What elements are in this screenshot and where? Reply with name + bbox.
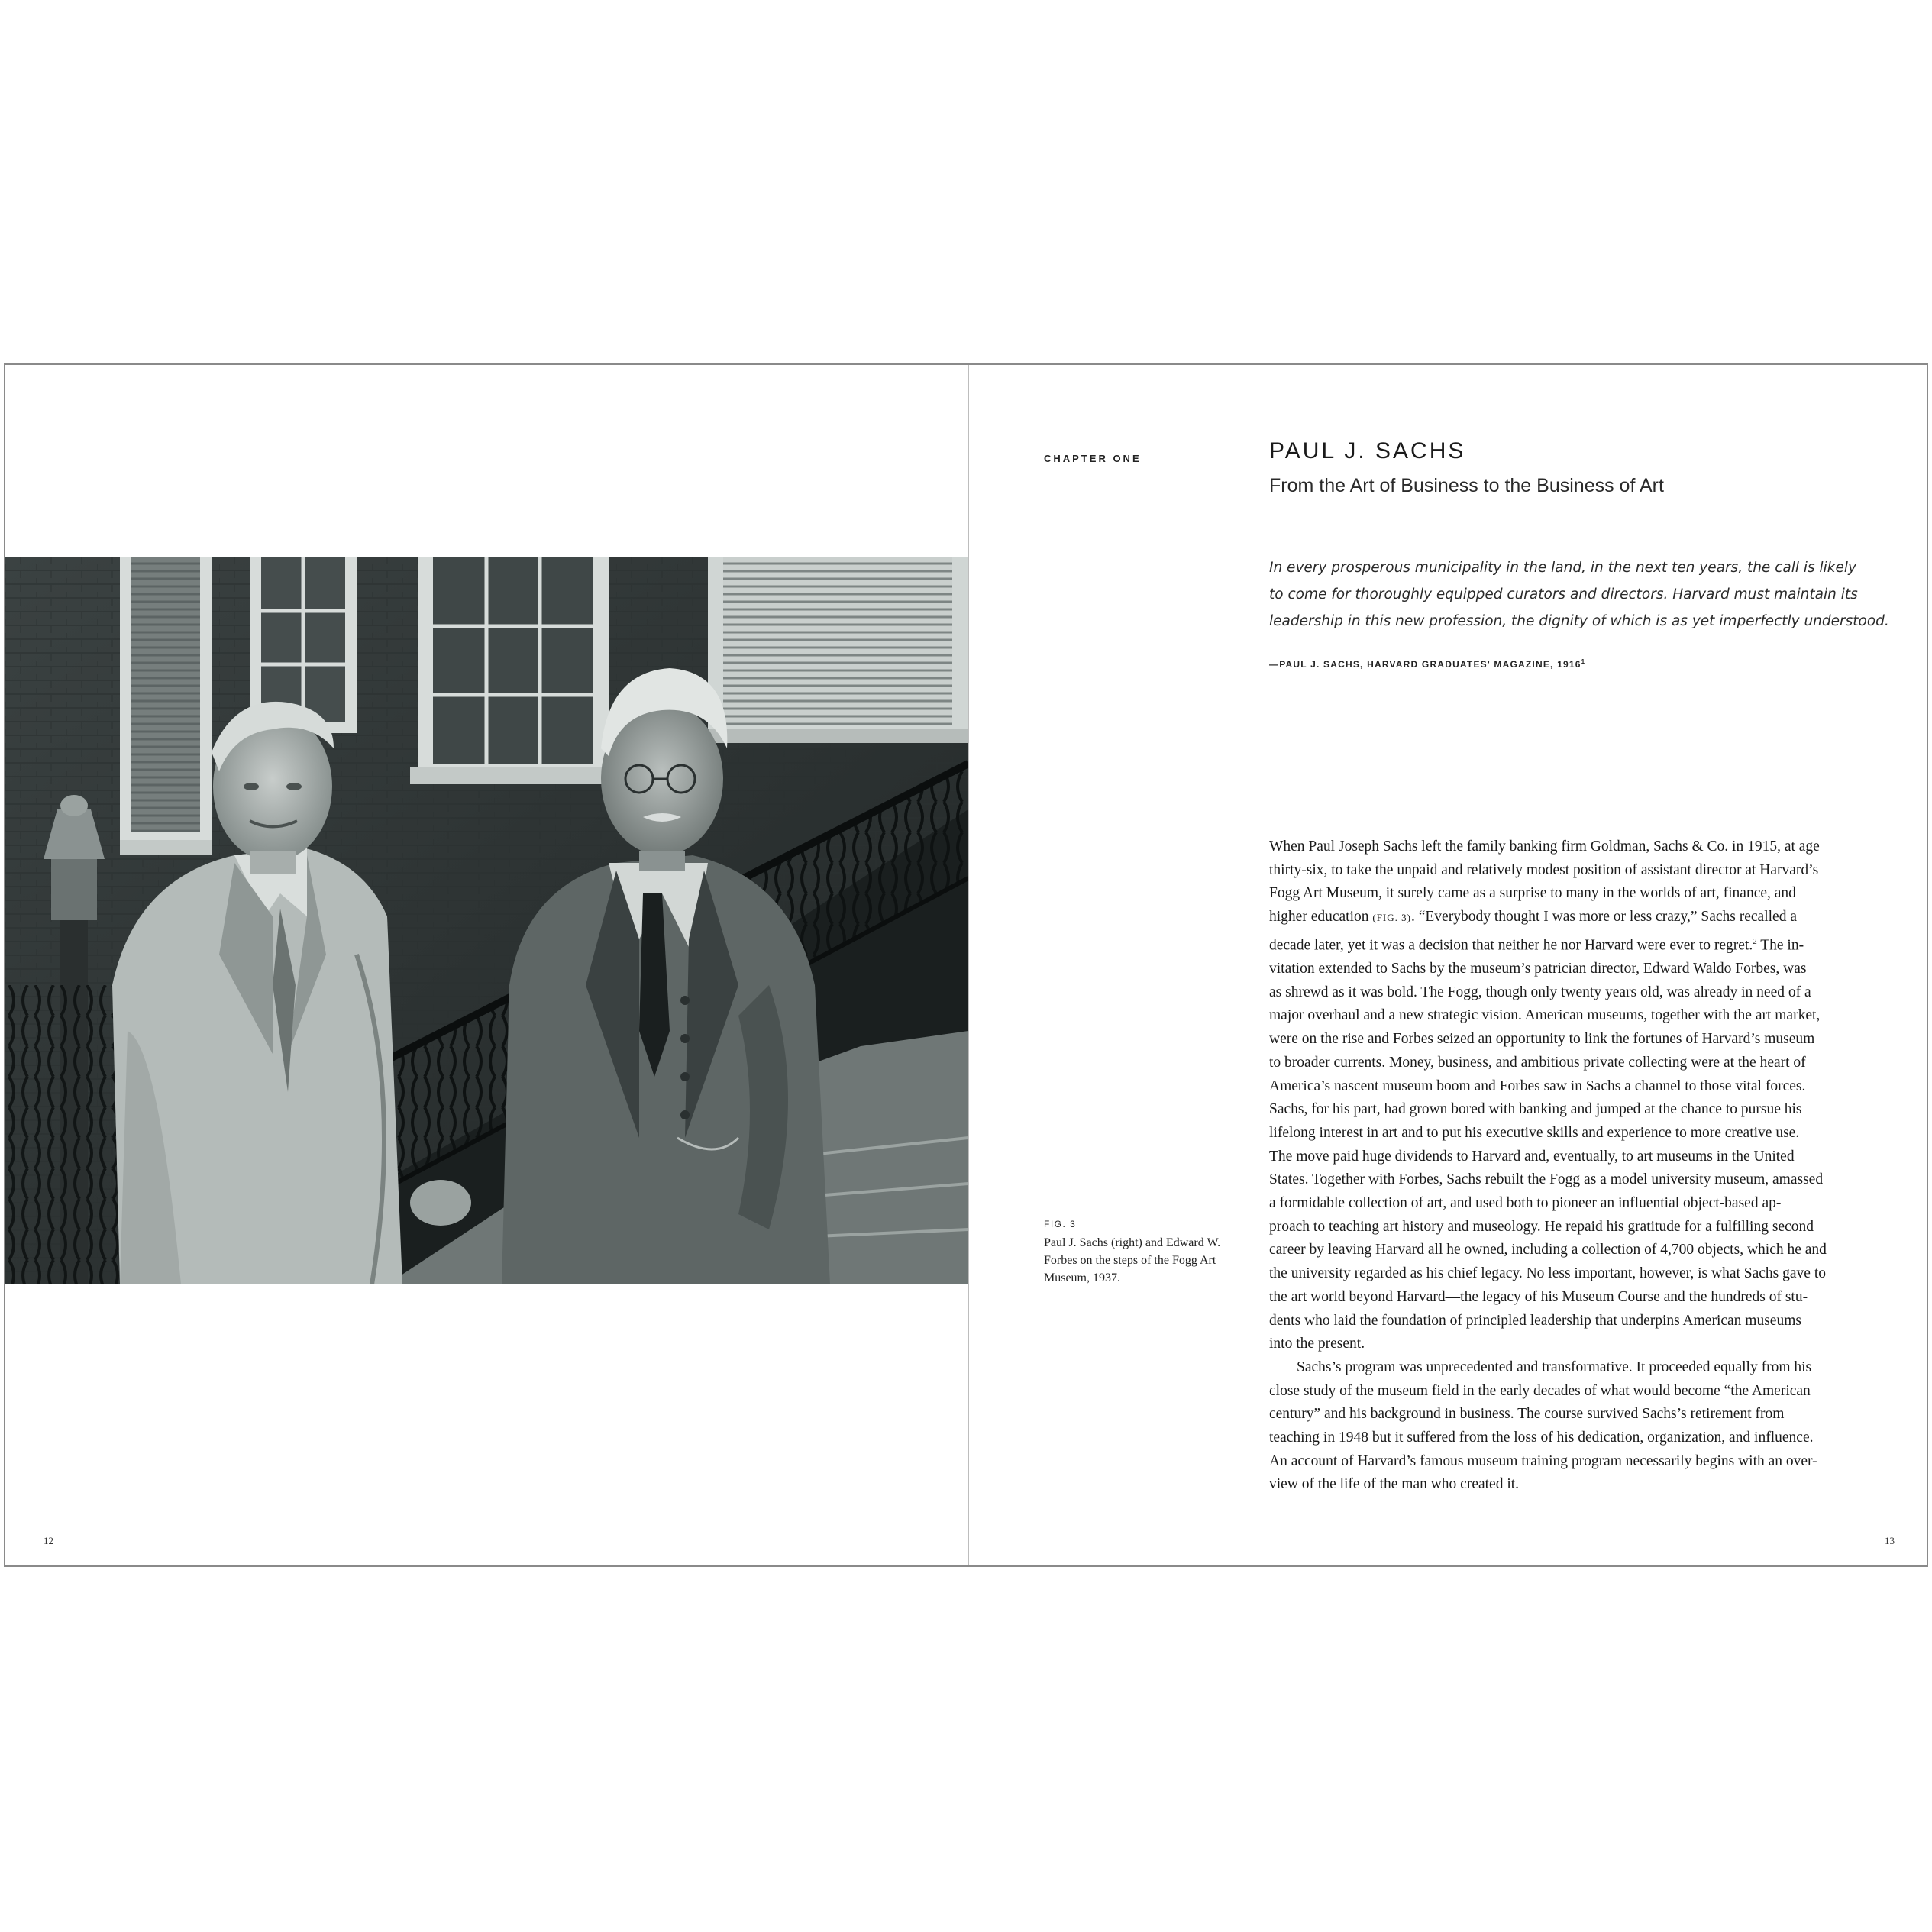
body-line: to broader currents. Money, business, and ambitious private collecting were at the heart of — [1269, 1054, 1806, 1071]
body-line: When Paul Joseph Sachs left the family banking firm Goldman, Sachs & Co. in 1915, at age — [1269, 838, 1820, 855]
footnote-marker: 1 — [1581, 658, 1585, 665]
body-line: vitation extended to Sachs by the museum’s patrician director, Edward Waldo Forbes, was — [1269, 961, 1807, 977]
spine-gutter — [968, 365, 969, 1565]
book-spread — [4, 363, 1928, 1567]
body-text-run: . “Everybody thought I was more or less crazy,” Sachs recalled a — [1410, 909, 1797, 926]
body-line: proach to teaching art history and museology. He repaid his gratitude for a fulfilling second — [1269, 1218, 1814, 1235]
epigraph — [1269, 554, 1889, 635]
body-line: The move paid huge dividends to Harvard and, eventually, to art museums in the United — [1269, 1148, 1795, 1165]
body-line: major overhaul and a new strategic vision. American museums, together with the art market, — [1269, 1007, 1821, 1024]
photograph — [5, 557, 968, 1284]
body-line: career by leaving Harvard all he owned, including a collection of 4,700 objects, which he and — [1269, 1242, 1827, 1258]
page-number-left: 12 — [44, 1535, 53, 1546]
chapter-label: CHAPTER ONE — [1044, 453, 1142, 464]
body-line: An account of Harvard’s famous museum training program necessarily begins with an over- — [1269, 1452, 1817, 1469]
epigraph-line: to come for thoroughly equipped curators and directors. Harvard must maintain its — [1269, 586, 1858, 603]
page-number-right: 13 — [1885, 1535, 1895, 1546]
chapter-subtitle: From the Art of Business to the Business of Art — [1269, 475, 1664, 496]
body-text-run: decade later, yet it was a decision that neither he nor Harvard were ever to regret. — [1269, 937, 1753, 954]
body-line — [1269, 930, 1880, 958]
figure-label: FIG. 3 — [1044, 1219, 1077, 1229]
body-line: lifelong interest in art and to put his executive skills and experience to more creative use. — [1269, 1124, 1800, 1141]
body-line: close study of the museum field in the early decades of what would become “the American — [1269, 1382, 1811, 1399]
body-line: century” and his background in business. The course survived Sachs’s retirement from — [1269, 1406, 1785, 1423]
body-line: the university regarded as his chief legacy. No less important, however, is what Sachs gave to — [1269, 1265, 1826, 1282]
epigraph-line: leadership in this new profession, the dignity of which is as yet imperfectly understood. — [1269, 613, 1889, 629]
caption-line: Forbes on the steps of the Fogg Art — [1044, 1254, 1216, 1267]
body-line: thirty-six, to take the unpaid and relatively modest position of assistant director at Harvard’s — [1269, 861, 1819, 878]
figure-caption — [1044, 1219, 1250, 1287]
body-line: Sachs’s program was unprecedented and transformative. It proceeded equally from his — [1297, 1359, 1812, 1375]
body-line: were on the rise and Forbes seized an opportunity to link the fortunes of Harvard’s museum — [1269, 1031, 1815, 1048]
photo-illustration — [5, 557, 968, 1284]
body-line: Fogg Art Museum, it surely came as a surprise to many in the worlds of art, finance, and — [1269, 885, 1796, 902]
body-line: teaching in 1948 but it suffered from the loss of his dedication, organization, and influence. — [1269, 1430, 1814, 1446]
caption-line: Paul J. Sachs (right) and Edward W. — [1044, 1236, 1221, 1249]
chapter-body-text — [1269, 835, 1880, 1497]
body-text-run: The in- — [1756, 937, 1804, 954]
body-text-run: higher education — [1269, 909, 1373, 926]
body-line: States. Together with Forbes, Sachs rebuilt the Fogg as a model university museum, amassed — [1269, 1171, 1824, 1188]
body-line: view of the life of the man who created it. — [1269, 1476, 1520, 1493]
body-line: Sachs, for his part, had grown bored with banking and jumped at the chance to pursue his — [1269, 1101, 1802, 1118]
chapter-title: PAUL J. SACHS — [1269, 438, 1466, 464]
figure-reference: (FIG. 3) — [1372, 912, 1411, 924]
body-line: as shrewd as it was bold. The Fogg, though only twenty years old, was already in need of a — [1269, 984, 1811, 1000]
epigraph-attribution — [1269, 658, 1585, 670]
body-line: America’s nascent museum boom and Forbes saw in Sachs a channel to those vital forces. — [1269, 1077, 1806, 1094]
footnote-marker: 2 — [1753, 936, 1757, 946]
body-line: the art world beyond Harvard—the legacy of his Museum Course and the hundreds of stu- — [1269, 1288, 1808, 1305]
epigraph-line: In every prosperous municipality in the land, in the next ten years, the call is likely — [1269, 560, 1856, 576]
body-line: dents who laid the foundation of principled leadership that underpins American museums — [1269, 1312, 1801, 1329]
body-line: a formidable collection of art, and used both to pioneer an influential object-based ap- — [1269, 1195, 1782, 1212]
body-line: into the present. — [1269, 1336, 1365, 1352]
caption-line: Museum, 1937. — [1044, 1271, 1120, 1284]
body-line — [1269, 906, 1880, 930]
attribution-text: —PAUL J. SACHS, HARVARD GRADUATES' MAGAZINE, 1916 — [1269, 659, 1581, 670]
